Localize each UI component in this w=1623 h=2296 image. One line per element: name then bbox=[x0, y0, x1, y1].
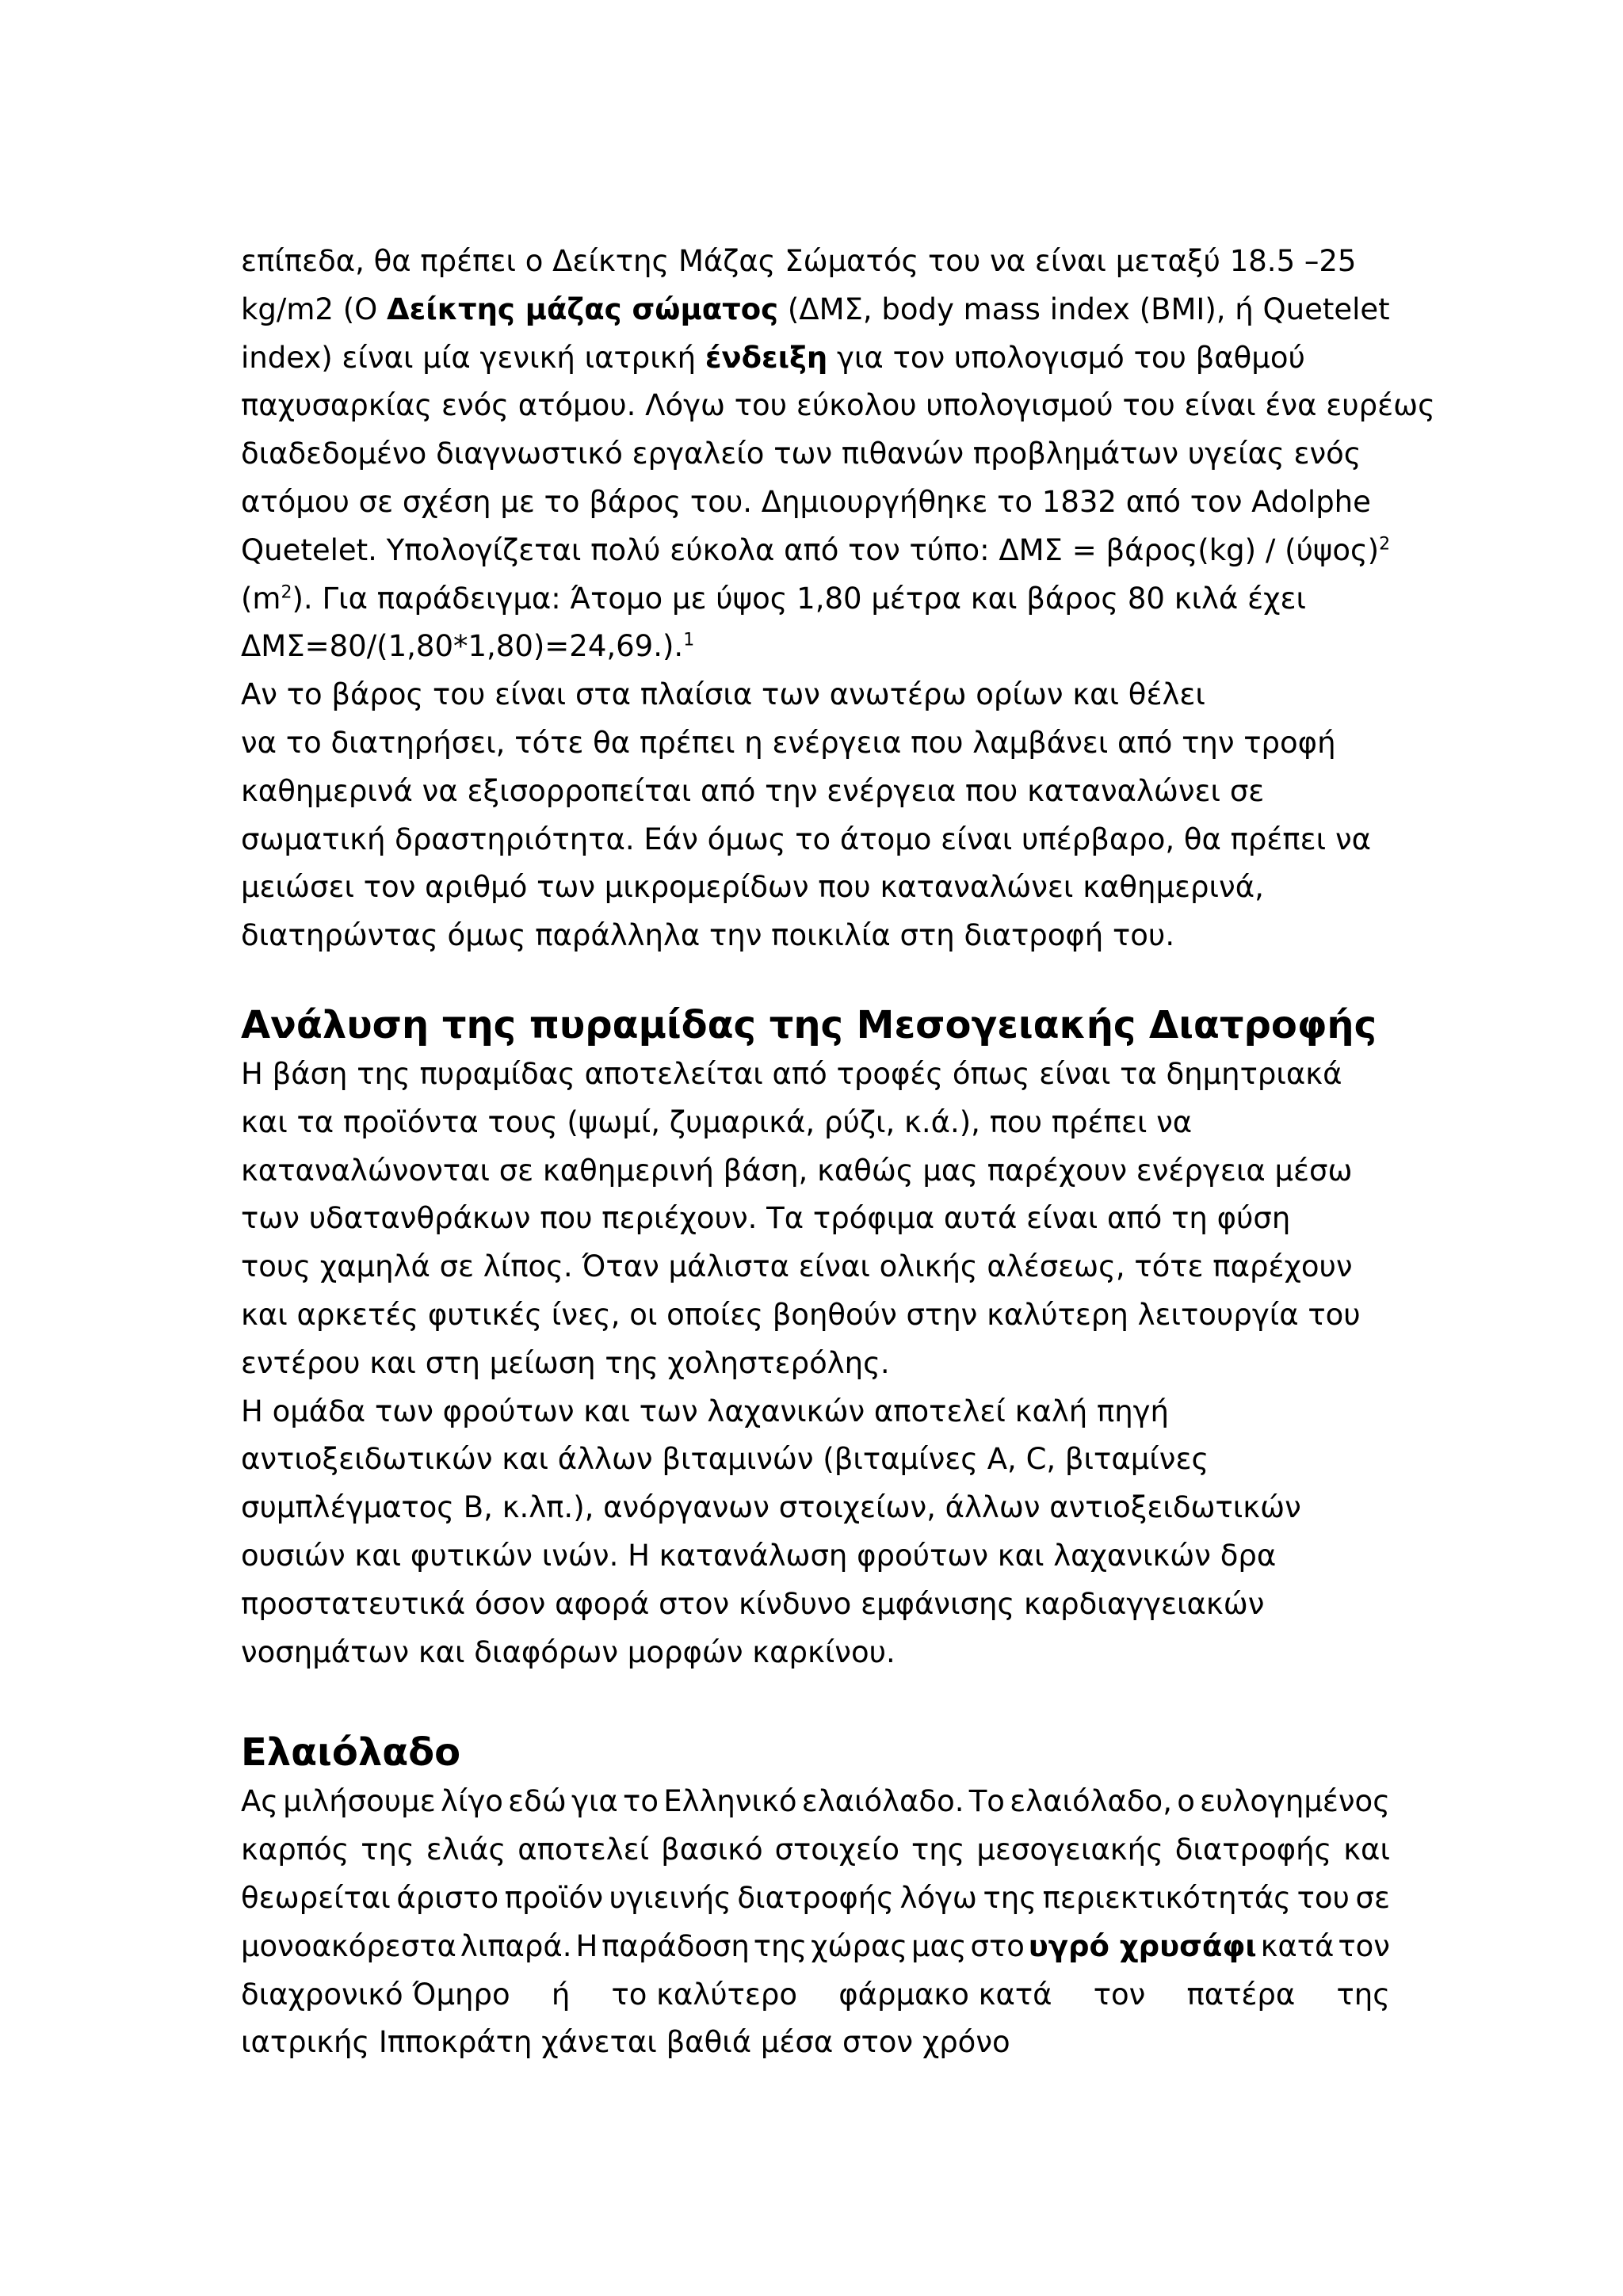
section-heading-olive-oil: Ελαιόλαδο bbox=[241, 1730, 461, 1775]
text-line: αντιοξειδωτικών και άλλων βιταμινών (βιταμίνες A, C, βιταμίνες bbox=[241, 1442, 1209, 1477]
word: της bbox=[1336, 1977, 1390, 2012]
text-line: μειώσει τον αριθμό των μικρομερίδων που καταναλώνει καθημερινά, bbox=[241, 870, 1264, 905]
text-line: Η βάση της πυραμίδας αποτελείται από τροφές όπως είναι τα δημητριακά bbox=[241, 1056, 1342, 1091]
word: ελαιόλαδο. bbox=[801, 1784, 964, 1819]
text-line: ουσιών και φυτικών ινών. Η κατανάλωση φρούτων και λαχανικών δρα bbox=[241, 1538, 1277, 1573]
text-span: (ΔΜΣ, body mass index (BMI), ή Quetelet bbox=[778, 292, 1390, 326]
word: τον bbox=[1338, 1928, 1390, 1963]
text-line: διαδεδομένο διαγνωστικό εργαλείο των πιθανών προβλημάτων υγείας ενός bbox=[241, 437, 1361, 471]
word: μας bbox=[911, 1928, 967, 1963]
word: το bbox=[623, 1784, 659, 1819]
word: ο bbox=[1177, 1784, 1195, 1819]
word: ευλογημένος bbox=[1200, 1784, 1390, 1819]
word: τον bbox=[1093, 1977, 1146, 2012]
word: στο bbox=[970, 1928, 1025, 1963]
bold-term-liquid-gold: υγρό χρυσάφι bbox=[1028, 1928, 1257, 1963]
word: το καλύτερο bbox=[611, 1977, 798, 2012]
word: αποτελεί bbox=[517, 1833, 650, 1867]
text-line: προστατευτικά όσον αφορά στον κίνδυνο εμφάνισης καρδιαγγειακών bbox=[241, 1586, 1265, 1621]
text-line: καθημερινά να εξισορροπείται από την ενέργεια που καταναλώνει σε bbox=[241, 773, 1265, 808]
pyramid-base-paragraph bbox=[241, 1051, 1390, 1388]
word: και bbox=[1343, 1833, 1390, 1867]
document-page bbox=[241, 238, 1435, 2067]
footnote-marker: 1 bbox=[683, 631, 695, 651]
word: της bbox=[911, 1833, 965, 1867]
word: κατά bbox=[1260, 1928, 1335, 1963]
section-heading-pyramid: Ανάλυση της πυραμίδας της Μεσογειακής Διατροφής bbox=[241, 1002, 1377, 1047]
text-line: διατηρώντας όμως παράλληλα την ποικιλία στη διατροφή του. bbox=[241, 918, 1175, 953]
word: πατέρα bbox=[1186, 1977, 1296, 2012]
word: Ελληνικό bbox=[663, 1784, 797, 1819]
text-line: να το διατηρήσει, τότε θα πρέπει η ενέργεια που λαμβάνει από την τροφή bbox=[241, 725, 1336, 760]
text-span: για τον υπολογισμό του βαθμού bbox=[827, 340, 1305, 375]
text-line bbox=[241, 286, 1390, 334]
text-line bbox=[241, 575, 1390, 624]
text-line bbox=[241, 1826, 1390, 1875]
word: διαχρονικό Όμηρο bbox=[241, 1977, 510, 2012]
text-line bbox=[241, 1778, 1390, 1826]
text-line: καταναλώνονται σε καθημερινή βάση, καθώς μας παρέχουν ενέργεια μέσω bbox=[241, 1153, 1353, 1188]
word: προϊόν bbox=[504, 1880, 603, 1915]
word: λόγω bbox=[899, 1880, 977, 1915]
word: μεσογειακής bbox=[976, 1833, 1163, 1867]
word: για bbox=[571, 1784, 618, 1819]
word: στοιχείο bbox=[774, 1833, 899, 1867]
text-line bbox=[241, 1923, 1390, 1971]
text-line: και αρκετές φυτικές ίνες, οι οποίες βοηθούν στην καλύτερη λειτουργία του bbox=[241, 1297, 1361, 1332]
text-span: kg/m2 (Ο bbox=[241, 292, 388, 326]
word: σε bbox=[1355, 1880, 1390, 1915]
word: καρπός bbox=[241, 1833, 349, 1867]
text-line: και τα προϊόντα τους (ψωμί, ζυμαρικά, ρύζι, κ.ά.), που πρέπει να bbox=[241, 1104, 1193, 1139]
text-span: ΔΜΣ=80/(1,80*1,80)=24,69.). bbox=[241, 629, 684, 664]
word: της bbox=[983, 1880, 1037, 1915]
word: θεωρείται bbox=[241, 1880, 391, 1915]
text-line: σωματική δραστηριότητα. Εάν όμως το άτομο είναι υπέρβαρο, θα πρέπει να bbox=[241, 822, 1372, 856]
text-span: index) είναι μία γενική ιατρική bbox=[241, 340, 705, 375]
word: χώρας bbox=[811, 1928, 908, 1963]
text-line: των υδατανθράκων που περιέχουν. Τα τρόφιμα αυτά είναι από τη φύση bbox=[241, 1201, 1291, 1236]
word: άριστο bbox=[396, 1880, 499, 1915]
text-line bbox=[241, 623, 1390, 671]
text-line bbox=[241, 527, 1390, 575]
text-line: ατόμου σε σχέση με το βάρος του. Δημιουργήθηκε το 1832 από τον Adolphe bbox=[241, 484, 1371, 519]
word: της bbox=[753, 1928, 808, 1963]
word: Το bbox=[968, 1784, 1005, 1819]
weight-maintenance-paragraph bbox=[241, 671, 1390, 960]
text-line: Αν το βάρος του είναι στα πλαίσια των ανωτέρω ορίων και θέλει bbox=[241, 677, 1205, 712]
text-line: παχυσαρκίας ενός ατόμου. Λόγω του εύκολου υπολογισμού του είναι ένα ευρέως bbox=[241, 388, 1435, 423]
fruits-vegetables-paragraph bbox=[241, 1388, 1390, 1677]
word: Η bbox=[575, 1928, 598, 1963]
word: ελιάς bbox=[426, 1833, 506, 1867]
text-span: Quetelet. Υπολογίζεται πολύ εύκολα από τον τύπο: ΔΜΣ = βάρος(kg) / (ύψος) bbox=[241, 532, 1380, 567]
superscript: 2 bbox=[1379, 534, 1391, 555]
bold-term-indication: ένδειξη bbox=[705, 340, 828, 375]
word: του bbox=[1296, 1880, 1350, 1915]
word: της bbox=[361, 1833, 414, 1867]
text-line: τους χαμηλά σε λίπος. Όταν μάλιστα είναι ολικής αλέσεως, τότε παρέχουν bbox=[241, 1249, 1353, 1284]
word: λιπαρά. bbox=[460, 1928, 572, 1963]
bmi-paragraph bbox=[241, 238, 1435, 671]
text-line: επίπεδα, θα πρέπει ο Δείκτης Μάζας Σώματός του να είναι μεταξύ 18.5 –25 bbox=[241, 244, 1357, 278]
text-line: εντέρου και στη μείωση της χοληστερόλης. bbox=[241, 1345, 890, 1380]
text-line bbox=[241, 1971, 1390, 2019]
text-line: συμπλέγματος Β, κ.λπ.), ανόργανων στοιχείων, άλλων αντιοξειδωτικών bbox=[241, 1490, 1301, 1525]
text-line: Η ομάδα των φρούτων και των λαχανικών αποτελεί καλή πηγή bbox=[241, 1394, 1170, 1428]
word: υγιεινής bbox=[609, 1880, 731, 1915]
word: διατροφής bbox=[1174, 1833, 1332, 1867]
text-line: νοσημάτων και διαφόρων μορφών καρκίνου. bbox=[241, 1634, 896, 1669]
word: λίγο bbox=[440, 1784, 503, 1819]
text-line bbox=[241, 1875, 1390, 1923]
word: μονοακόρεστα bbox=[241, 1928, 456, 1963]
text-line bbox=[241, 334, 1390, 383]
word: ελαιόλαδο, bbox=[1010, 1784, 1172, 1819]
word: μιλήσουμε bbox=[283, 1784, 436, 1819]
word: παράδοση bbox=[601, 1928, 750, 1963]
text-span: ). Για παράδειγμα: Άτομο με ύψος 1,80 μέτρα και βάρος 80 κιλά έχει bbox=[292, 581, 1306, 616]
word: διατροφής bbox=[737, 1880, 894, 1915]
word: ή bbox=[551, 1977, 571, 2012]
text-line: ιατρικής Ιπποκράτη χάνεται βαθιά μέσα στον χρόνο bbox=[241, 2025, 1010, 2060]
superscript: 2 bbox=[281, 582, 292, 603]
olive-oil-paragraph bbox=[241, 1778, 1390, 2067]
word: περιεκτικότητάς bbox=[1042, 1880, 1291, 1915]
word: φάρμακο κατά bbox=[838, 1977, 1052, 2012]
bold-term-bmi: Δείκτης μάζας σώματος bbox=[387, 292, 779, 326]
word: Ας bbox=[241, 1784, 279, 1819]
word: βασικό bbox=[661, 1833, 763, 1867]
word: εδώ bbox=[508, 1784, 567, 1819]
text-span: (m bbox=[241, 581, 281, 616]
